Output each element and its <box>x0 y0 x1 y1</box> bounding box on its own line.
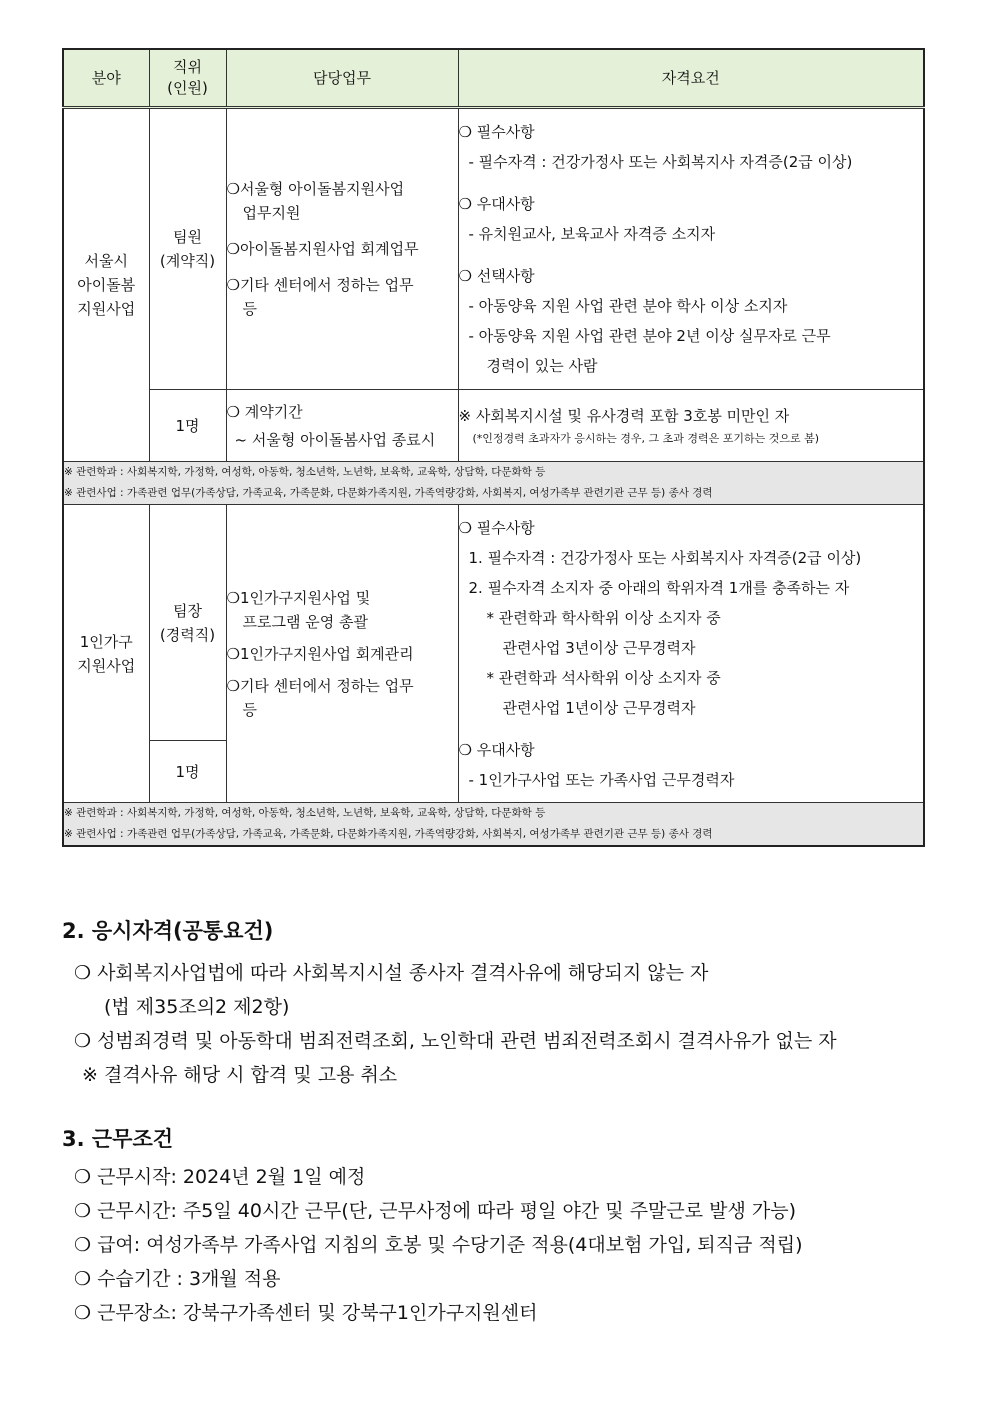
s1-contract: ❍ 계약기간 ~ 서울형 아이돌봄사업 종료시 <box>226 390 458 462</box>
s1-position: 팀원 (계약직) <box>149 108 226 390</box>
s2-notes: ※ 관련학과 : 사회복지학, 가정학, 여성학, 아동학, 청소년학, 노년학, 보육학, 교육학, 상담학, 다문화학 등 ※ 관련사업 : 가족관련 업무(가족상담, 가족교육, 가족문화, 다문화가족지원, 가족역량강화, 사회복지, 여성가족부 관련기관 근무 등) 종사 경력 <box>63 803 924 847</box>
s2-requirements: ❍ 필수사항 1. 필수자격 : 건강가정사 또는 사회복지사 자격증(2급 이상) 2. 필수자격 소지자 중 아래의 학위자격 1개를 충족하는 자 * 관련학과 학사학위 이상 소지자 중 관련사업 3년이상 근무경력자 * 관련학과 석사학위 이상 소지자 중 관련사업 1년이상 근무경력자 ❍ 우대사항 - 1인가구사업 또는 가족사업 근무경력자 <box>458 505 924 803</box>
recruitment-table <box>62 48 925 847</box>
s2-count: 1명 <box>149 741 226 803</box>
section2-line: (법 제35조의2 제2항) <box>104 996 290 1018</box>
header-position: 직위 (인원) <box>149 49 226 108</box>
section3-line: ❍ 급여: 여성가족부 가족사업 지침의 호봉 및 수당기준 적용(4대보험 가입, 퇴직금 적립) <box>74 1234 803 1256</box>
section2-line: ❍ 성범죄경력 및 아동학대 범죄전력조회, 노인학대 관련 범죄전력조회시 결격사유가 없는 자 <box>74 1030 837 1052</box>
s1-duties: ❍서울형 아이돌봄지원사업 업무지원 ❍아이돌봄지원사업 회계업무 ❍기타 센터에서 정하는 업무 등 <box>226 108 458 390</box>
s1-count: 1명 <box>149 390 226 462</box>
s2-field: 1인가구 지원사업 <box>63 505 149 803</box>
header-requirements: 자격요건 <box>458 49 924 108</box>
section2-note: ※ 결격사유 해당 시 합격 및 고용 취소 <box>82 1064 398 1086</box>
section3-line: ❍ 근무시작: 2024년 2월 1일 예정 <box>74 1166 366 1188</box>
s1-notes: ※ 관련학과 : 사회복지학, 가정학, 여성학, 아동학, 청소년학, 노년학, 보육학, 교육학, 상담학, 다문화학 등 ※ 관련사업 : 가족관련 업무(가족상담, 가족교육, 가족문화, 다문화가족지원, 가족역량강화, 사회복지, 여성가족부 관련기관 근무 등) 종사 경력 <box>63 462 924 505</box>
section2-line: ❍ 사회복지사업법에 따라 사회복지시설 종사자 결격사유에 해당되지 않는 자 <box>74 962 709 984</box>
section-conditions <box>62 1124 803 1330</box>
s1-requirements: ❍ 필수사항 - 필수자격 : 건강가정사 또는 사회복지사 자격증(2급 이상) ❍ 우대사항 - 유치원교사, 보육교사 자격증 소지자 ❍ 선택사항 - 아동양육 지원 사업 관련 분야 학사 이상 소지자 - 아동양육 지원 사업 관련 분야 2년 이상 실무자로 근무 경력이 있는 사람 <box>458 108 924 390</box>
s1-field: 서울시 아이돌봄 지원사업 <box>63 108 149 462</box>
section2-title: 2. 응시자격(공통요건) <box>62 919 274 943</box>
section3-line: ❍ 근무장소: 강북구가족센터 및 강북구1인가구지원센터 <box>74 1302 538 1324</box>
header-duties: 담당업무 <box>226 49 458 108</box>
s1-experience: ※ 사회복지시설 및 유사경력 포함 3호봉 미만인 자 (*인정경력 초과자가 응시하는 경우, 그 초과 경력은 포기하는 것으로 봄) <box>458 390 924 462</box>
section-eligibility <box>62 916 837 1092</box>
section3-title: 3. 근무조건 <box>62 1127 174 1151</box>
section3-line: ❍ 근무시간: 주5일 40시간 근무(단, 근무사정에 따라 평일 야간 및 주말근로 발생 가능) <box>74 1200 797 1222</box>
header-field: 분야 <box>63 49 149 108</box>
section3-line: ❍ 수습기간 : 3개월 적용 <box>74 1268 281 1290</box>
s2-position: 팀장 (경력직) <box>149 505 226 741</box>
s2-duties: ❍1인가구지원사업 및 프로그램 운영 총괄 ❍1인가구지원사업 회계관리 ❍기타 센터에서 정하는 업무 등 <box>226 505 458 803</box>
